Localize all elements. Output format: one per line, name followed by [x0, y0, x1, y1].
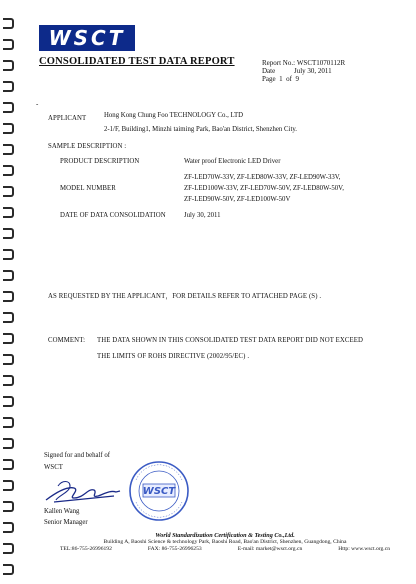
report-no-label: Report No.: — [262, 59, 296, 67]
footer-email: E-mail: market@wsct.org.cn — [237, 546, 303, 552]
certification-stamp — [128, 460, 190, 522]
sample-description-heading: SAMPLE DESCRIPTION : — [48, 143, 127, 150]
binder-ring — [3, 459, 14, 470]
binder-ring — [3, 522, 14, 533]
binder-rings — [3, 0, 17, 584]
date-label: Date — [262, 67, 276, 75]
of-label: of — [286, 75, 292, 83]
binder-ring — [3, 228, 14, 239]
binder-ring — [3, 81, 14, 92]
binder-ring — [3, 291, 14, 302]
report-meta — [262, 59, 345, 83]
binder-ring — [3, 543, 14, 554]
binder-ring — [3, 564, 14, 575]
applicant-name: Hong Kong Chung Foo TECHNOLOGY Co., LTD — [104, 112, 244, 119]
date-of-consolidation-value: July 30, 2011 — [184, 212, 221, 219]
footer-address: Building A, Baoshi Science & technology Park, Baoshi Road, Bao'an District, Shenzhen, Guangdong, China — [103, 539, 347, 545]
footer-org: World Standardization Certification & Testing Co.,Ltd. — [155, 532, 295, 539]
footer-contact — [60, 546, 390, 553]
page-mark: - — [36, 100, 39, 108]
signer-name: Kallen Wang — [44, 508, 80, 515]
signer-company: WSCT — [44, 464, 63, 471]
binder-ring — [3, 438, 14, 449]
binder-ring — [3, 354, 14, 365]
page-number: 1 — [279, 75, 283, 83]
signature-graphic — [44, 476, 124, 504]
applicant-label: APPLICANT — [48, 115, 87, 122]
model-number-label: MODEL NUMBER — [60, 185, 116, 192]
binder-ring — [3, 18, 14, 29]
binder-ring — [3, 123, 14, 134]
binder-ring — [3, 249, 14, 260]
comment-line-1: THE DATA SHOWN IN THIS CONSOLIDATED TEST DATA REPORT DID NOT EXCEED — [97, 337, 364, 344]
binder-ring — [3, 396, 14, 407]
binder-ring — [3, 312, 14, 323]
comment-line-2: THE LIMITS OF ROHS DIRECTIVE (2002/95/EC) . — [97, 353, 250, 360]
report-title: CONSOLIDATED TEST DATA REPORT — [39, 56, 235, 67]
page-label: Page — [262, 75, 276, 83]
applicant-address: 2-1/F, Building1, Minzhi taiming Park, Bao'an District, Shenzhen City. — [104, 126, 297, 133]
footer — [60, 532, 390, 553]
binder-ring — [3, 165, 14, 176]
binder-ring — [3, 102, 14, 113]
wsct-logo: WSCT — [39, 25, 135, 51]
binder-ring — [3, 417, 14, 428]
binder-ring — [3, 39, 14, 50]
binder-ring — [3, 333, 14, 344]
request-statement: AS REQUESTED BY THE APPLICANT，FOR DETAILS REFER TO ATTACHED PAGE (S) . — [48, 293, 322, 300]
comment-label: COMMENT: — [48, 337, 86, 344]
model-number-line: ZF-LED90W-50V, ZF-LED100W-50V — [184, 196, 291, 203]
footer-tel: TEL:86-755-26996192 — [60, 546, 112, 552]
binder-ring — [3, 375, 14, 386]
stamp-text: WSCT — [142, 486, 176, 497]
binder-ring — [3, 207, 14, 218]
model-number-line: ZF-LED100W-33V, ZF-LED70W-50V, ZF-LED80W-50V, — [184, 185, 344, 192]
total-pages: 9 — [295, 75, 299, 83]
report-date: July 30, 2011 — [294, 67, 332, 75]
footer-fax: FAX: 86-755-26996253 — [147, 546, 202, 552]
binder-ring — [3, 186, 14, 197]
binder-ring — [3, 270, 14, 281]
binder-ring — [3, 60, 14, 71]
signer-position: Senior Manager — [44, 519, 88, 526]
footer-web: Http: www.wsct.org.cn — [338, 546, 390, 552]
binder-ring — [3, 480, 14, 491]
binder-ring — [3, 501, 14, 512]
report-no: WSCT1070112R — [296, 59, 346, 67]
binder-ring — [3, 144, 14, 155]
model-number-line: ZF-LED70W-33V, ZF-LED80W-33V, ZF-LED90W-33V, — [184, 174, 341, 181]
product-description-label: PRODUCT DESCRIPTION — [60, 158, 140, 165]
signed-for-label: Signed for and behalf of — [44, 452, 111, 459]
product-description-value: Water proof Electronic LED Driver — [184, 158, 281, 165]
date-of-consolidation-label: DATE OF DATA CONSOLIDATION — [60, 212, 166, 219]
